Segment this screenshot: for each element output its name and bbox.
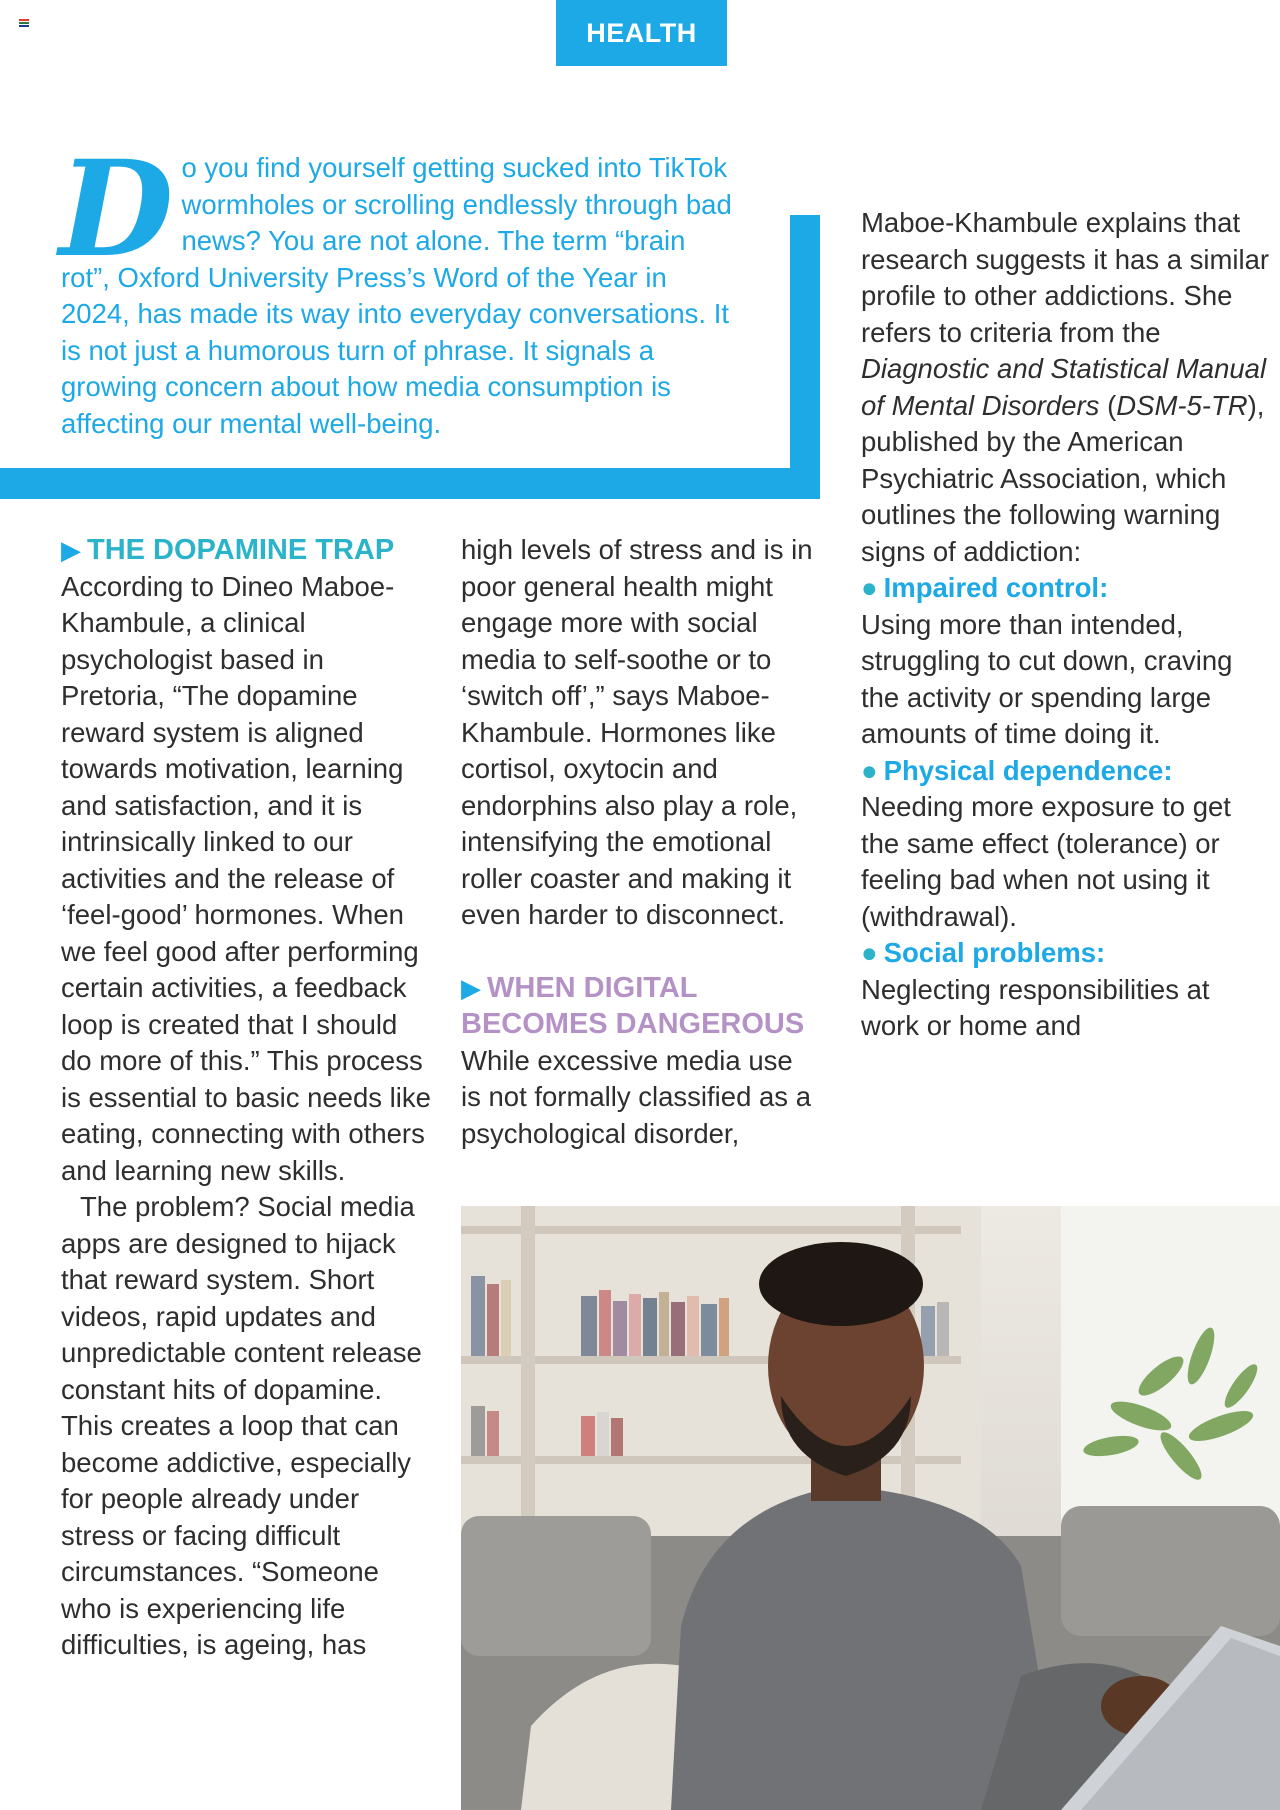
section-heading-digital: ▶ WHEN DIGITAL BECOMES DANGEROUS <box>461 971 805 1040</box>
bullet-text: Using more than intended, struggling to cut down, craving the activity or spending large amounts of time doing it. <box>861 608 1233 749</box>
bullet-dot-icon: ● <box>861 754 878 786</box>
article-photo <box>461 1206 1280 1810</box>
intro-frame-vertical <box>790 215 820 499</box>
drop-cap: D <box>59 132 174 287</box>
section-heading-dopamine: ▶ THE DOPAMINE TRAP <box>61 534 395 566</box>
man-with-tablet-illustration <box>461 1206 1280 1810</box>
paragraph: The problem? Social media apps are designed to hijack that reward system. Short videos, rapid updates and unpredictable content release constant hits of dopamine. This creates a loop that can become addictive, especially for people already under stress or facing difficult circumstances. “Someone who is experiencing life difficulties, is ageing, has <box>61 1191 422 1660</box>
intro-paragraph <box>59 132 741 442</box>
section-label: HEALTH <box>556 0 727 66</box>
triangle-arrow-icon: ▶ <box>61 535 81 565</box>
article-column-2 <box>461 532 816 1152</box>
article-column-1 <box>61 532 431 1664</box>
bullet-text: Neglecting responsibilities at work or home and <box>861 973 1210 1041</box>
bullet-item <box>861 753 1271 790</box>
triangle-arrow-icon: ▶ <box>461 972 481 1003</box>
paragraph: high levels of stress and is in poor general health might engage more with social media to self-soothe or to ‘switch off’,” says Maboe-Khambule. Hormones like cortisol, oxytocin and endorphins also play a role, intensifying the emotional roller coaster and making it even harder to disconnect. <box>461 534 813 930</box>
bullet-item <box>861 935 1271 972</box>
bullet-dot-icon: ● <box>861 937 878 968</box>
book-title: Diagnostic and Statistical Manual of Mental Disorders <box>861 353 1267 421</box>
article-column-3 <box>861 205 1271 1045</box>
bullet-title: Social problems: <box>883 937 1106 968</box>
bullet-dot-icon: ● <box>861 572 878 603</box>
bullet-title: Impaired control: <box>883 572 1109 603</box>
paragraph: While excessive media use is not formally classified as a psychological disorder, <box>461 1044 811 1149</box>
intro-frame-horizontal <box>0 468 820 499</box>
paragraph: Maboe-Khambule explains that research suggests it has a similar profile to other addictions. She refers to criteria from the Diagnostic and Statistical Manual of Mental Disorders (DSM-5-TR), published by the American Psychiatric Association, which outlines the following warning signs of addiction: <box>861 207 1270 567</box>
flag-icon <box>19 19 29 27</box>
paragraph: According to Dineo Maboe-Khambule, a clinical psychologist based in Pretoria, “The dopamine reward system is aligned towards motivation, learning and satisfaction, and it is intrinsically linked to our activities and the release of ‘feel-good’ hormones. When we feel good after performing certain activities, a feedback loop is created that I should do more of this.” This process is essential to basic needs like eating, connecting with others and learning new skills. <box>61 570 431 1186</box>
bullet-title: Physical dependence: <box>883 754 1173 786</box>
book-abbreviation: DSM-5-TR <box>1116 389 1248 421</box>
bullet-text: Needing more exposure to get the same effect (tolerance) or feeling bad when not using it (withdrawal). <box>861 791 1231 932</box>
intro-text: o you find yourself getting sucked into TikTok wormholes or scrolling endlessly through bad news? You are not alone. The term “brain rot”, Oxford University Press’s Word of the Year in 2024, has made its way into everyday conversations. It is not just a humorous turn of phrase. It signals a growing concern about how media consumption is affecting our mental well-being. <box>61 152 732 439</box>
bullet-item <box>861 570 1271 607</box>
